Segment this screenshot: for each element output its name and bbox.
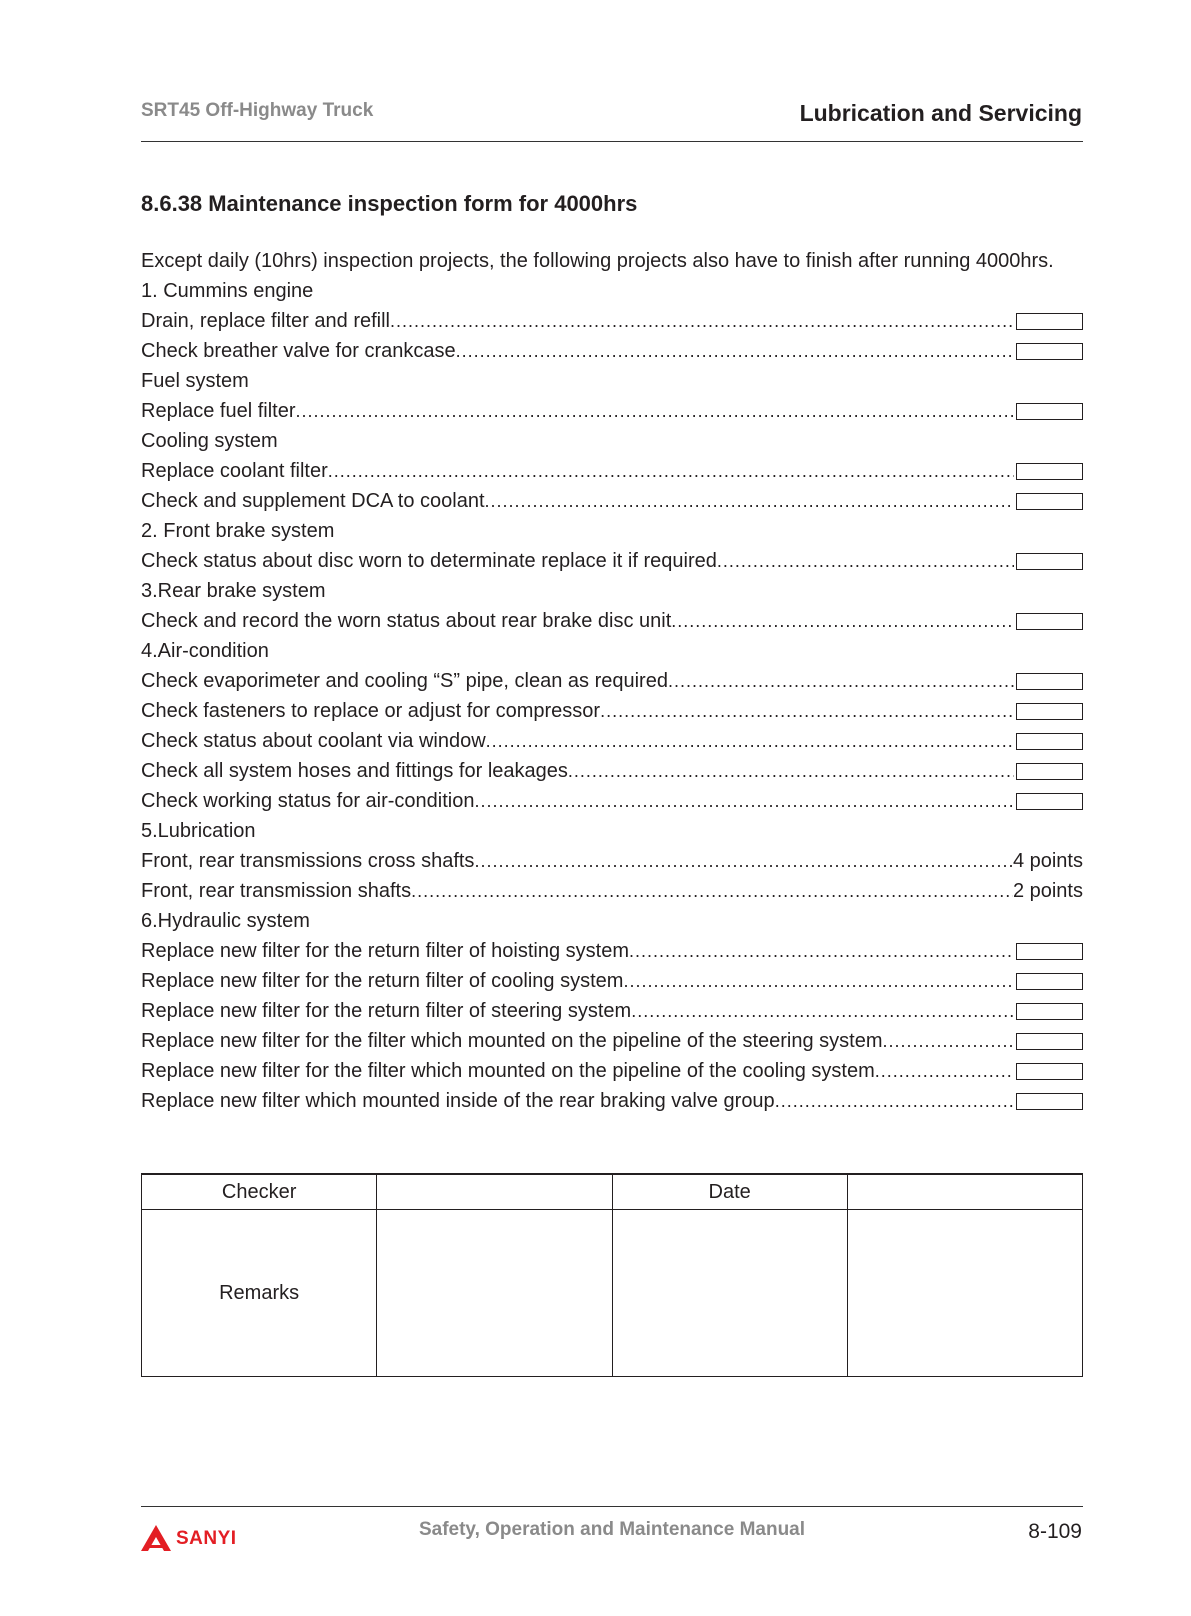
check-item-label: Check status about coolant via window	[141, 730, 486, 752]
page-number: 8-109	[1028, 1520, 1082, 1543]
footer-manual-title: Safety, Operation and Maintenance Manual	[418, 1519, 806, 1540]
date-field[interactable]	[847, 1174, 1082, 1210]
check-box[interactable]	[1016, 1033, 1083, 1050]
check-item-label: Check and record the worn status about rear brake disc unit	[141, 610, 672, 632]
remarks-label: Remarks	[142, 1210, 377, 1377]
dot-leader	[296, 396, 1014, 426]
lube-item	[141, 846, 1083, 876]
check-item	[141, 726, 1083, 756]
table-row	[142, 1210, 1083, 1377]
header-divider	[141, 141, 1083, 142]
check-item	[141, 966, 1083, 996]
dot-leader	[883, 1026, 1014, 1056]
dot-leader	[328, 456, 1014, 486]
check-box[interactable]	[1016, 973, 1083, 990]
dot-leader	[775, 1086, 1014, 1116]
check-box[interactable]	[1016, 703, 1083, 720]
dot-leader	[390, 306, 1014, 336]
date-label: Date	[612, 1174, 847, 1210]
dot-leader	[485, 486, 1014, 516]
check-item	[141, 996, 1083, 1026]
check-item	[141, 696, 1083, 726]
group-heading-engine: 1. Cummins engine	[141, 280, 314, 302]
check-box[interactable]	[1016, 553, 1083, 570]
check-item-label: Check working status for air-condition	[141, 790, 475, 812]
inspection-list	[141, 246, 1083, 1116]
check-item-label: Replace fuel filter	[141, 400, 296, 422]
check-item	[141, 1056, 1083, 1086]
check-item	[141, 486, 1083, 516]
check-item-label: Drain, replace filter and refill	[141, 310, 390, 332]
remarks-field[interactable]	[847, 1210, 1082, 1377]
check-item	[141, 306, 1083, 336]
dot-leader	[474, 846, 1013, 876]
check-item-label: Check all system hoses and fittings for leakages	[141, 760, 568, 782]
dot-leader	[456, 336, 1014, 366]
check-box[interactable]	[1016, 343, 1083, 360]
check-box[interactable]	[1016, 463, 1083, 480]
remarks-field[interactable]	[612, 1210, 847, 1377]
check-item	[141, 606, 1083, 636]
dot-leader	[668, 666, 1014, 696]
dot-leader	[629, 936, 1014, 966]
group-heading-rear-brake: 3.Rear brake system	[141, 580, 326, 602]
dot-leader	[568, 756, 1014, 786]
dot-leader	[600, 696, 1014, 726]
intro-paragraph: Except daily (10hrs) inspection projects, the following projects also have to finish after running 4000hrs.	[141, 250, 1054, 272]
check-box[interactable]	[1016, 1003, 1083, 1020]
section-title: 8.6.38 Maintenance inspection form for 4000hrs	[141, 191, 638, 216]
check-box[interactable]	[1016, 493, 1083, 510]
remarks-field[interactable]	[377, 1210, 612, 1377]
table-row	[142, 1174, 1083, 1210]
check-item-label: Replace new filter for the filter which mounted on the pipeline of the steering system	[141, 1030, 883, 1052]
check-item-label: Replace new filter which mounted inside of the rear braking valve group	[141, 1090, 775, 1112]
lube-item-label: Front, rear transmissions cross shafts	[141, 850, 475, 872]
dot-leader	[411, 876, 1013, 906]
check-box[interactable]	[1016, 403, 1083, 420]
check-box[interactable]	[1016, 943, 1083, 960]
check-box[interactable]	[1016, 1063, 1083, 1080]
check-item	[141, 456, 1083, 486]
group-heading-cooling: Cooling system	[141, 430, 278, 452]
dot-leader	[875, 1056, 1014, 1086]
check-box[interactable]	[1016, 763, 1083, 780]
check-item	[141, 1086, 1083, 1116]
dot-leader	[717, 546, 1014, 576]
signoff-table	[141, 1173, 1083, 1377]
group-heading-front-brake: 2. Front brake system	[141, 520, 335, 542]
checker-label: Checker	[142, 1174, 377, 1210]
dot-leader	[623, 966, 1014, 996]
group-heading-air-condition: 4.Air-condition	[141, 640, 269, 662]
check-box[interactable]	[1016, 613, 1083, 630]
check-item	[141, 396, 1083, 426]
check-item	[141, 936, 1083, 966]
check-item-label: Replace new filter for the return filter of cooling system	[141, 970, 624, 992]
dot-leader	[671, 606, 1014, 636]
group-heading-lubrication: 5.Lubrication	[141, 820, 256, 842]
check-item	[141, 1026, 1083, 1056]
dot-leader	[631, 996, 1014, 1026]
group-heading-fuel: Fuel system	[141, 370, 249, 392]
check-item-label: Check breather valve for crankcase	[141, 340, 456, 362]
lube-item-label: Front, rear transmission shafts	[141, 880, 412, 902]
check-box[interactable]	[1016, 733, 1083, 750]
check-box[interactable]	[1016, 1093, 1083, 1110]
check-box[interactable]	[1016, 793, 1083, 810]
check-item	[141, 786, 1083, 816]
group-heading-hydraulic: 6.Hydraulic system	[141, 910, 310, 932]
check-item-label: Replace coolant filter	[141, 460, 328, 482]
check-item-label: Check fasteners to replace or adjust for compressor	[141, 700, 601, 722]
check-item-label: Replace new filter for the filter which mounted on the pipeline of the cooling system	[141, 1060, 875, 1082]
check-item	[141, 546, 1083, 576]
check-item-label: Replace new filter for the return filter of steering system	[141, 1000, 632, 1022]
check-item-label: Check status about disc worn to determinate replace it if required	[141, 550, 717, 572]
header-doc-title: SRT45 Off-Highway Truck	[141, 100, 374, 121]
dot-leader	[486, 726, 1014, 756]
footer-divider	[141, 1506, 1083, 1507]
check-item-label: Check evaporimeter and cooling “S” pipe, clean as required	[141, 670, 668, 692]
check-item-label: Replace new filter for the return filter of hoisting system	[141, 940, 629, 962]
lube-item	[141, 876, 1083, 906]
lube-points: 4 points	[1012, 850, 1083, 872]
check-item-label: Check and supplement DCA to coolant	[141, 490, 485, 512]
lube-points: 2 points	[1012, 880, 1083, 902]
check-item	[141, 666, 1083, 696]
check-item	[141, 336, 1083, 366]
header-chapter-title: Lubrication and Servicing	[799, 100, 1082, 126]
logo-text: SANYI	[176, 1528, 237, 1549]
checker-field[interactable]	[377, 1174, 612, 1210]
check-item	[141, 756, 1083, 786]
check-box[interactable]	[1016, 673, 1083, 690]
check-box[interactable]	[1016, 313, 1083, 330]
dot-leader	[474, 786, 1014, 816]
